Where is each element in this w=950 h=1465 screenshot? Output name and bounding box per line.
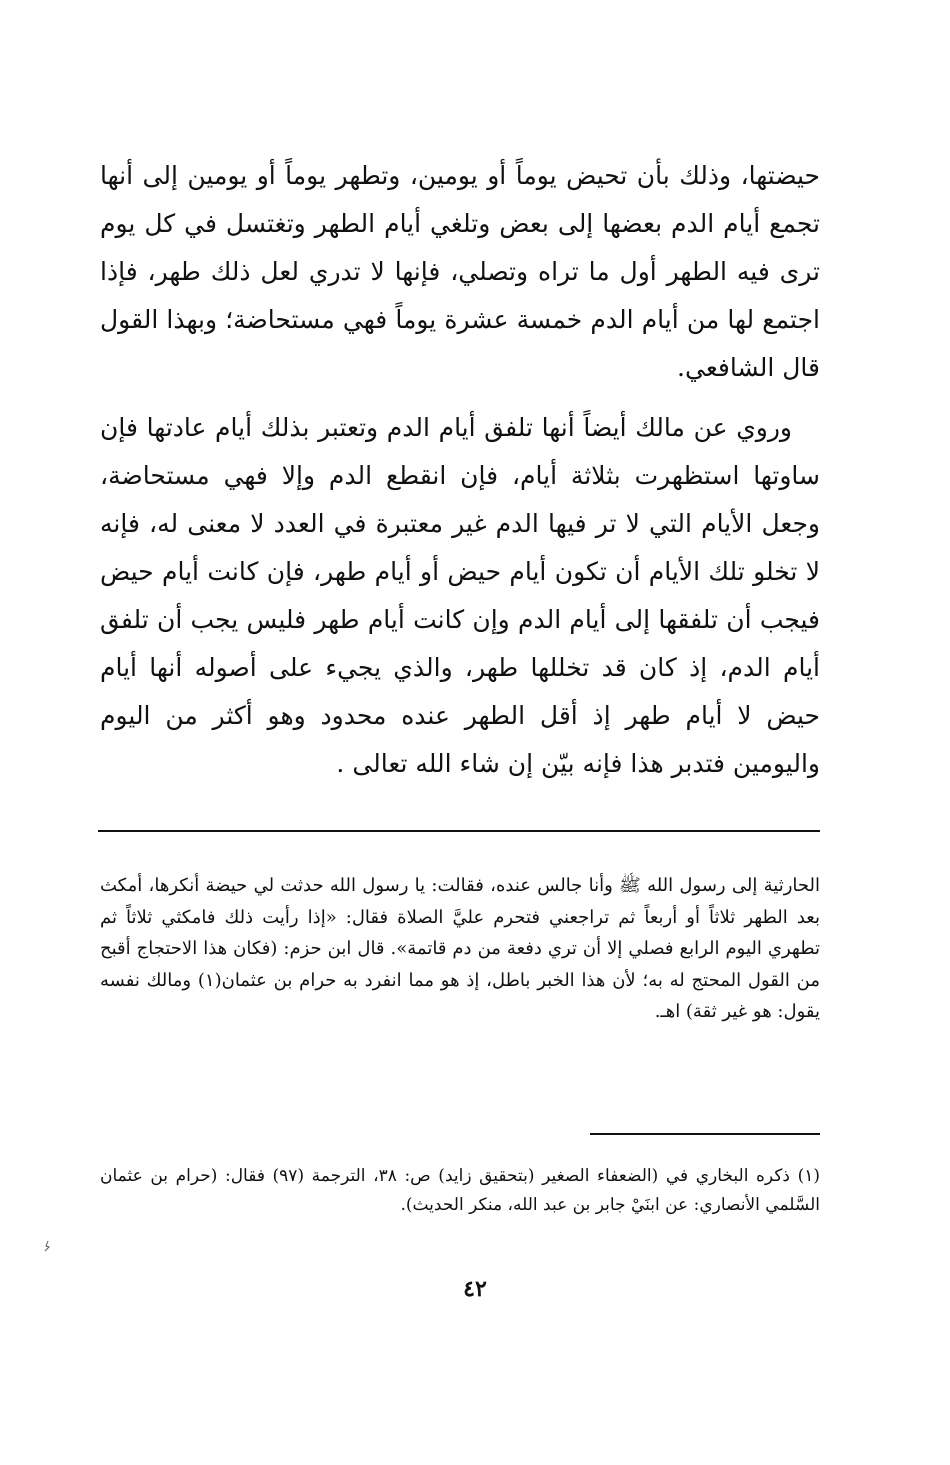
- main-paragraph-1: حيضتها، وذلك بأن تحيض يوماً أو يومين، وتطهر يوماً أو يومين إلى أنها تجمع أيام الدم بعضها إلى بعض وتلغي أيام الطهر وتغتسل في كل يوم ترى فيه الطهر أول ما تراه وتصلي، فإنها لا تدري لعل ذلك طهر، فإذا اجتمع لها من أيام الدم خمسة عشرة يوماً فهي مستحاضة؛ وبهذا القول قال الشافعي.: [100, 161, 820, 382]
- scan-speck-mark: [44, 1240, 50, 1252]
- main-body-text: [100, 152, 820, 800]
- footnote-separator-rule: [98, 830, 820, 832]
- footnote-short-rule: [590, 1133, 820, 1135]
- continued-footnote: الحارثية إلى رسول الله ﷺ وأنا جالس عنده، فقالت: يا رسول الله حدثت لي حيضة أنكرها، أمكث بعد الطهر ثلاثاً أو أربعاً ثم تراجعني فتحرم عليَّ الصلاة فقال: «إذا رأيت ذلك فامكثي ثلاثاً ثم تطهري اليوم الرابع فصلي إلا أن تري دفعة من دم قاتمة». قال ابن حزم: (فكان هذا الاحتجاج أقبح من القول المحتج له به؛ لأن هذا الخبر باطل، إذ هو مما انفرد به حرام بن عثمان(١) ومالك نفسه يقول: هو غير ثقة) اهـ.: [100, 875, 821, 1022]
- footnote-1: (١) ذكره البخاري في (الضعفاء الصغير (بتحقيق زايد) ص: ٣٨، الترجمة (٩٧) فقال: (حرام بن عثمان السَّلمي الأنصاري: عن ابنَيْ جابر بن عبد الله، منكر الحديث).: [100, 1166, 820, 1215]
- main-paragraph-2: وروي عن مالك أيضاً أنها تلفق أيام الدم وتعتبر بذلك أيام عادتها فإن ساوتها استظهرت بثلاثة أيام، فإن انقطع الدم وإلا فهي مستحاضة، وجعل الأيام التي لا تر فيها الدم غير معتبرة في العدد لا معنى له، فإنه لا تخلو تلك الأيام أن تكون أيام حيض أو أيام طهر، فإن كانت أيام حيض فيجب أن تلفقها إلى أيام الدم وإن كانت أيام طهر فليس يجب أن تلفق أيام الدم، إذ كان قد تخللها طهر، والذي يجيء على أصوله أنها أيام حيض لا أيام طهر إذ أقل الطهر عنده محدود وهو أكثر من اليوم واليومين فتدبر هذا فإنه بيّن إن شاء الله تعالى .: [100, 413, 820, 778]
- page-number: ٤٢: [463, 1276, 487, 1302]
